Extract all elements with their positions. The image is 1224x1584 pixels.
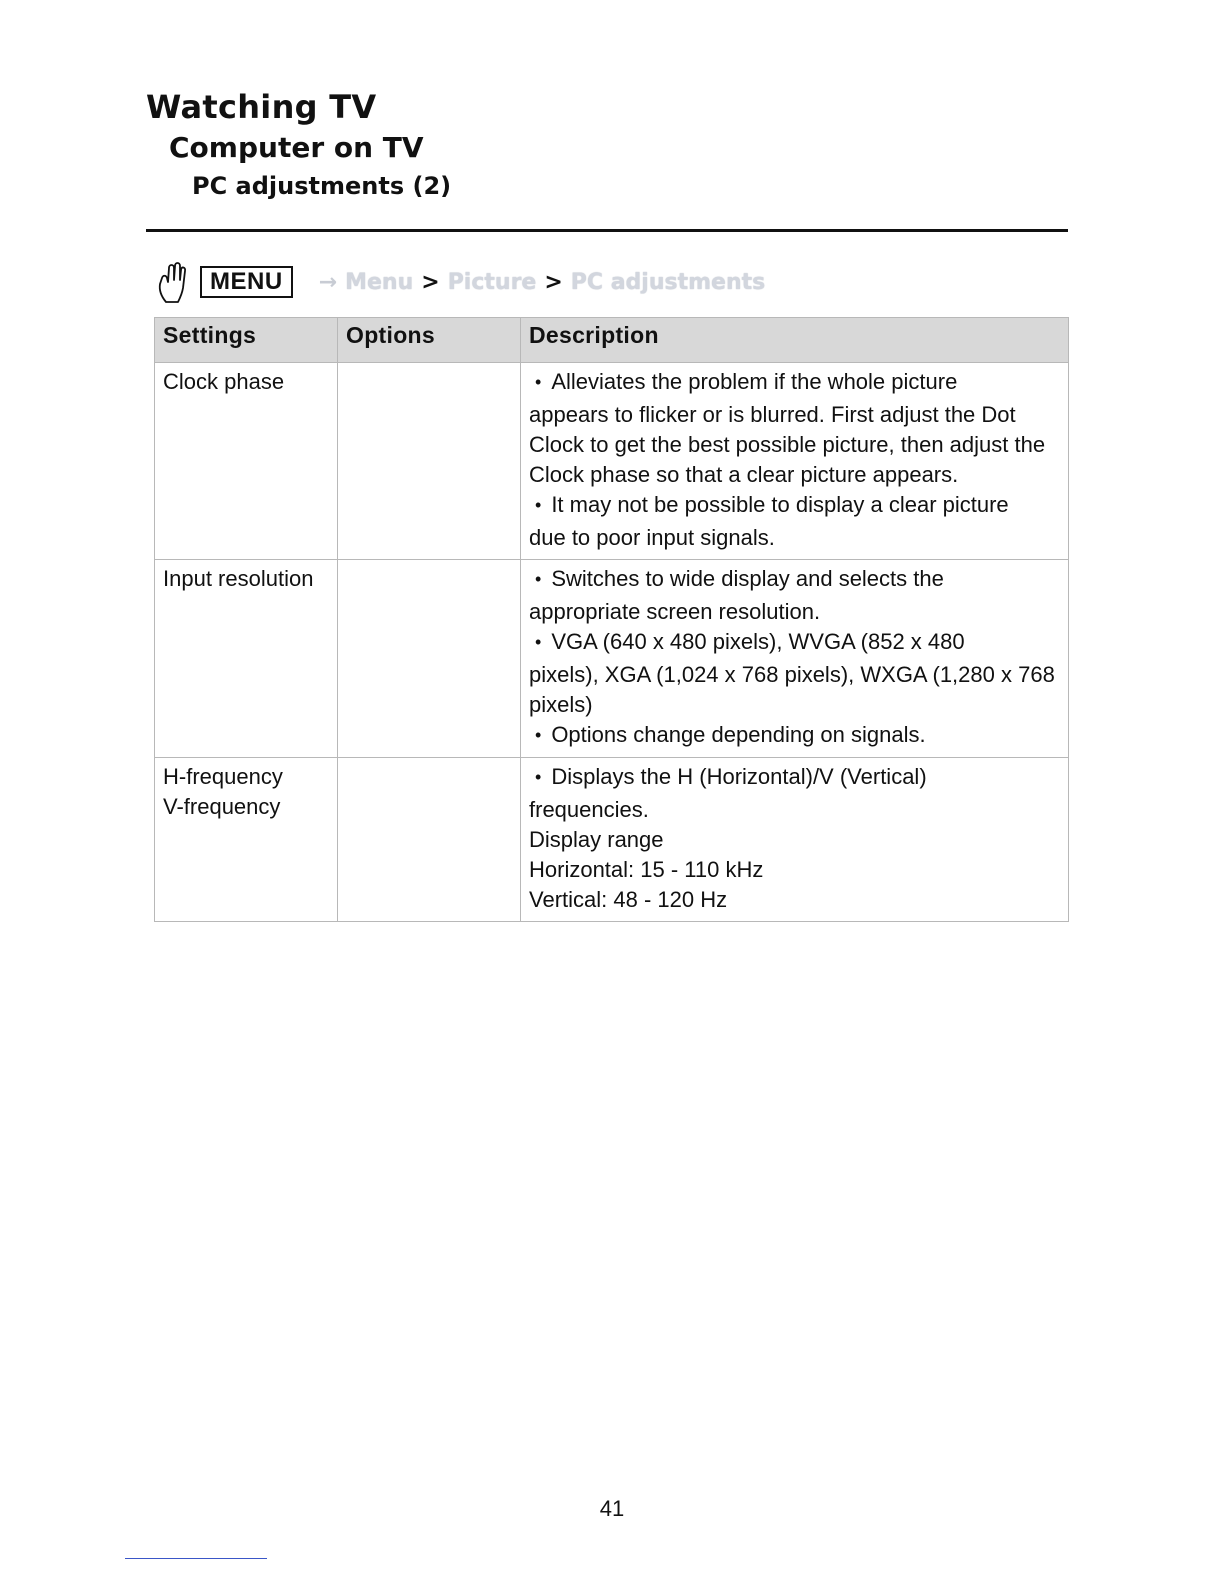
options-cell bbox=[338, 363, 521, 560]
table-row bbox=[155, 363, 1069, 560]
setting-cell bbox=[155, 758, 338, 922]
description-bullet: • It may not be possible to display a clear picture bbox=[529, 490, 1060, 520]
description-bullet: • Displays the H (Horizontal)/V (Vertical) bbox=[529, 762, 1060, 792]
header-options: Options bbox=[338, 318, 521, 363]
page-number: 41 bbox=[599, 1496, 625, 1521]
header-description: Description bbox=[521, 318, 1069, 363]
options-cell bbox=[338, 758, 521, 922]
description-bullet: • Options change depending on signals. bbox=[529, 720, 1060, 750]
description-text: Vertical: 48 - 120 Hz bbox=[529, 887, 728, 912]
table-row bbox=[155, 560, 1069, 758]
description-text: appropriate screen resolution. bbox=[529, 599, 821, 624]
page-title: Watching TV bbox=[146, 88, 377, 126]
description-text: appears to flicker or is blurred. First adjust the Dot Clock to get the best possible picture, then adjust the Clock phase so that a clear picture appears. bbox=[529, 402, 1046, 487]
table-header-row bbox=[155, 318, 1069, 363]
table-row bbox=[155, 758, 1069, 922]
menu-button: MENU bbox=[200, 266, 293, 298]
menu-navigation-path bbox=[156, 258, 765, 306]
setting-h-frequency: H-frequency bbox=[163, 764, 283, 789]
breadcrumb bbox=[319, 270, 766, 295]
description-cell bbox=[521, 560, 1069, 758]
settings-table bbox=[154, 317, 1069, 922]
description-bullet: • Switches to wide display and selects the bbox=[529, 564, 1060, 594]
breadcrumb-separator: > bbox=[544, 269, 563, 295]
footnote-divider bbox=[125, 1558, 267, 1559]
arrow-right-icon: → bbox=[318, 269, 338, 295]
description-bullet: • VGA (640 x 480 pixels), WVGA (852 x 480 bbox=[529, 627, 1060, 657]
description-text: Display range bbox=[529, 827, 664, 852]
breadcrumb-picture: Picture bbox=[447, 269, 537, 295]
setting-cell: Clock phase bbox=[155, 363, 338, 560]
chapter-subtitle: Computer on TV bbox=[169, 131, 424, 164]
heading-divider bbox=[146, 229, 1068, 232]
description-text: pixels), XGA (1,024 x 768 pixels), WXGA (1,280 x 768 pixels) bbox=[529, 662, 1055, 717]
section-title: PC adjustments (2) bbox=[192, 172, 452, 200]
options-cell bbox=[338, 560, 521, 758]
breadcrumb-pc-adjustments: PC adjustments bbox=[570, 269, 766, 295]
description-text: due to poor input signals. bbox=[529, 525, 775, 550]
setting-cell: Input resolution bbox=[155, 560, 338, 758]
breadcrumb-menu: Menu bbox=[345, 269, 414, 295]
description-cell bbox=[521, 363, 1069, 560]
hand-pointer-icon bbox=[156, 260, 190, 304]
breadcrumb-separator: > bbox=[421, 269, 440, 295]
header-settings: Settings bbox=[155, 318, 338, 363]
description-text: frequencies. bbox=[529, 797, 649, 822]
description-cell bbox=[521, 758, 1069, 922]
description-bullet: • Alleviates the problem if the whole picture bbox=[529, 367, 1060, 397]
setting-v-frequency: V-frequency bbox=[163, 794, 281, 819]
description-text: Horizontal: 15 - 110 kHz bbox=[529, 857, 764, 882]
